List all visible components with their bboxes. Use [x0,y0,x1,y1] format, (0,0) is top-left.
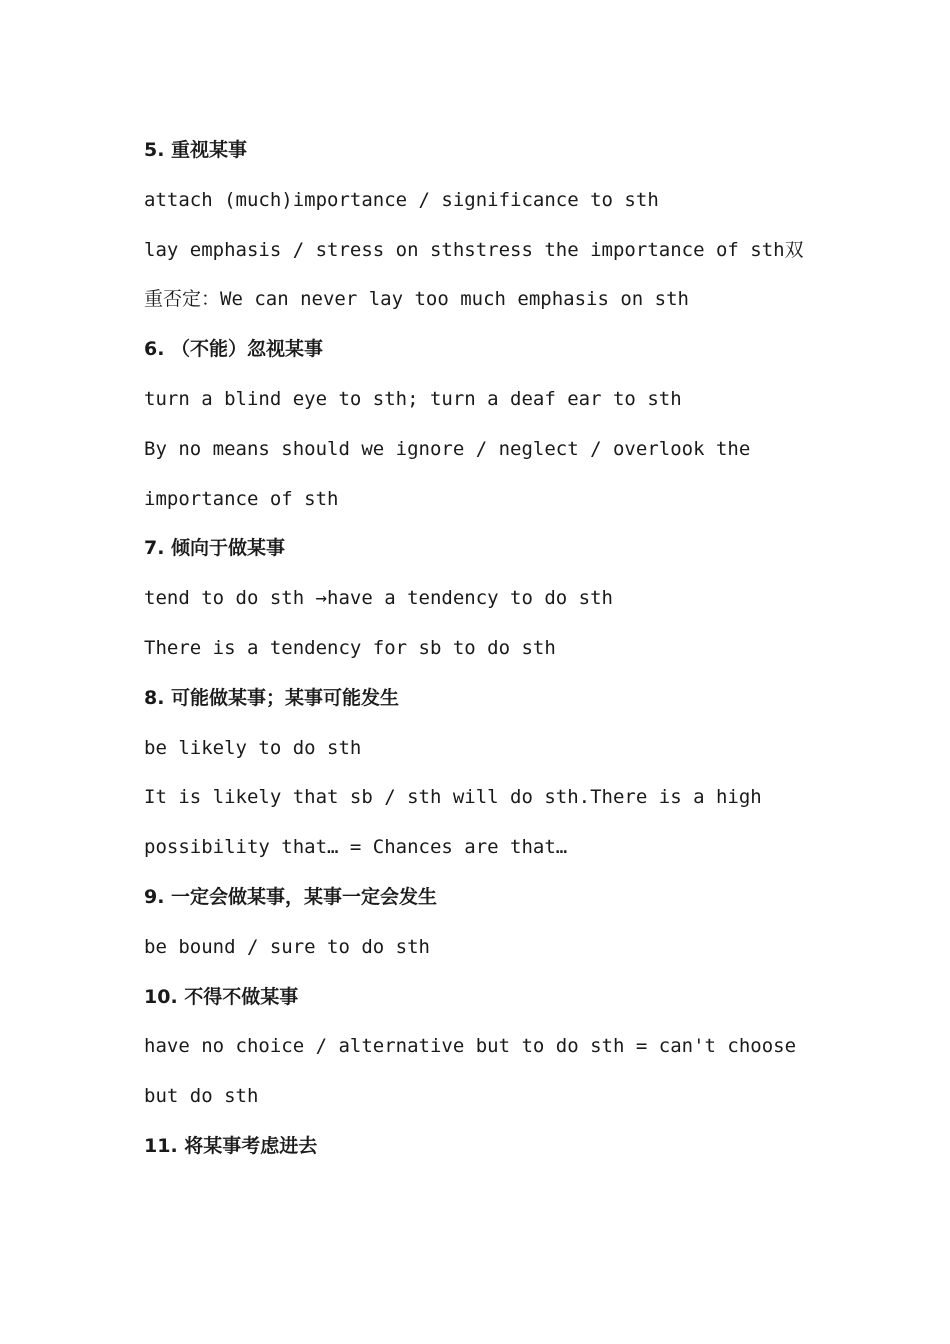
section-heading-6: 6. （不能）忽视某事 [144,338,324,361]
text-line: 重否定：We can never lay too much emphasis on sth [144,288,689,311]
text-line: be bound / sure to do sth [144,935,430,958]
text-line: be likely to do sth [144,736,362,759]
text-line: There is a tendency for sb to do sth [144,636,556,659]
section-heading-11: 11. 将某事考虑进去 [144,1134,318,1157]
text-line: possibility that… = Chances are that… [144,836,568,859]
text-line: attach (much)importance / significance to sth [144,188,659,211]
section-heading-7: 7. 倾向于做某事 [144,537,286,560]
section-heading-8: 8. 可能做某事；某事可能发生 [144,686,400,709]
document-page [144,126,824,1172]
section-heading-9: 9. 一定会做某事，某事一定会发生 [144,885,438,908]
section-heading-10: 10. 不得不做某事 [144,985,299,1008]
text-line: By no means should we ignore / neglect / overlook the [144,437,751,460]
text-line: turn a blind eye to sth; turn a deaf ear to sth [144,387,682,410]
section-heading-5: 5. 重视某事 [144,139,248,161]
text-line: importance of sth [144,487,339,510]
text-line: lay emphasis / stress on sthstress the importance of sth双 [144,238,804,261]
text-line: It is likely that sb / sth will do sth.There is a high [144,786,762,809]
text-line: tend to do sth →have a tendency to do sth [144,587,613,610]
text-line: have no choice / alternative but to do sth = can't choose [144,1035,797,1058]
text-line: but do sth [144,1085,259,1108]
